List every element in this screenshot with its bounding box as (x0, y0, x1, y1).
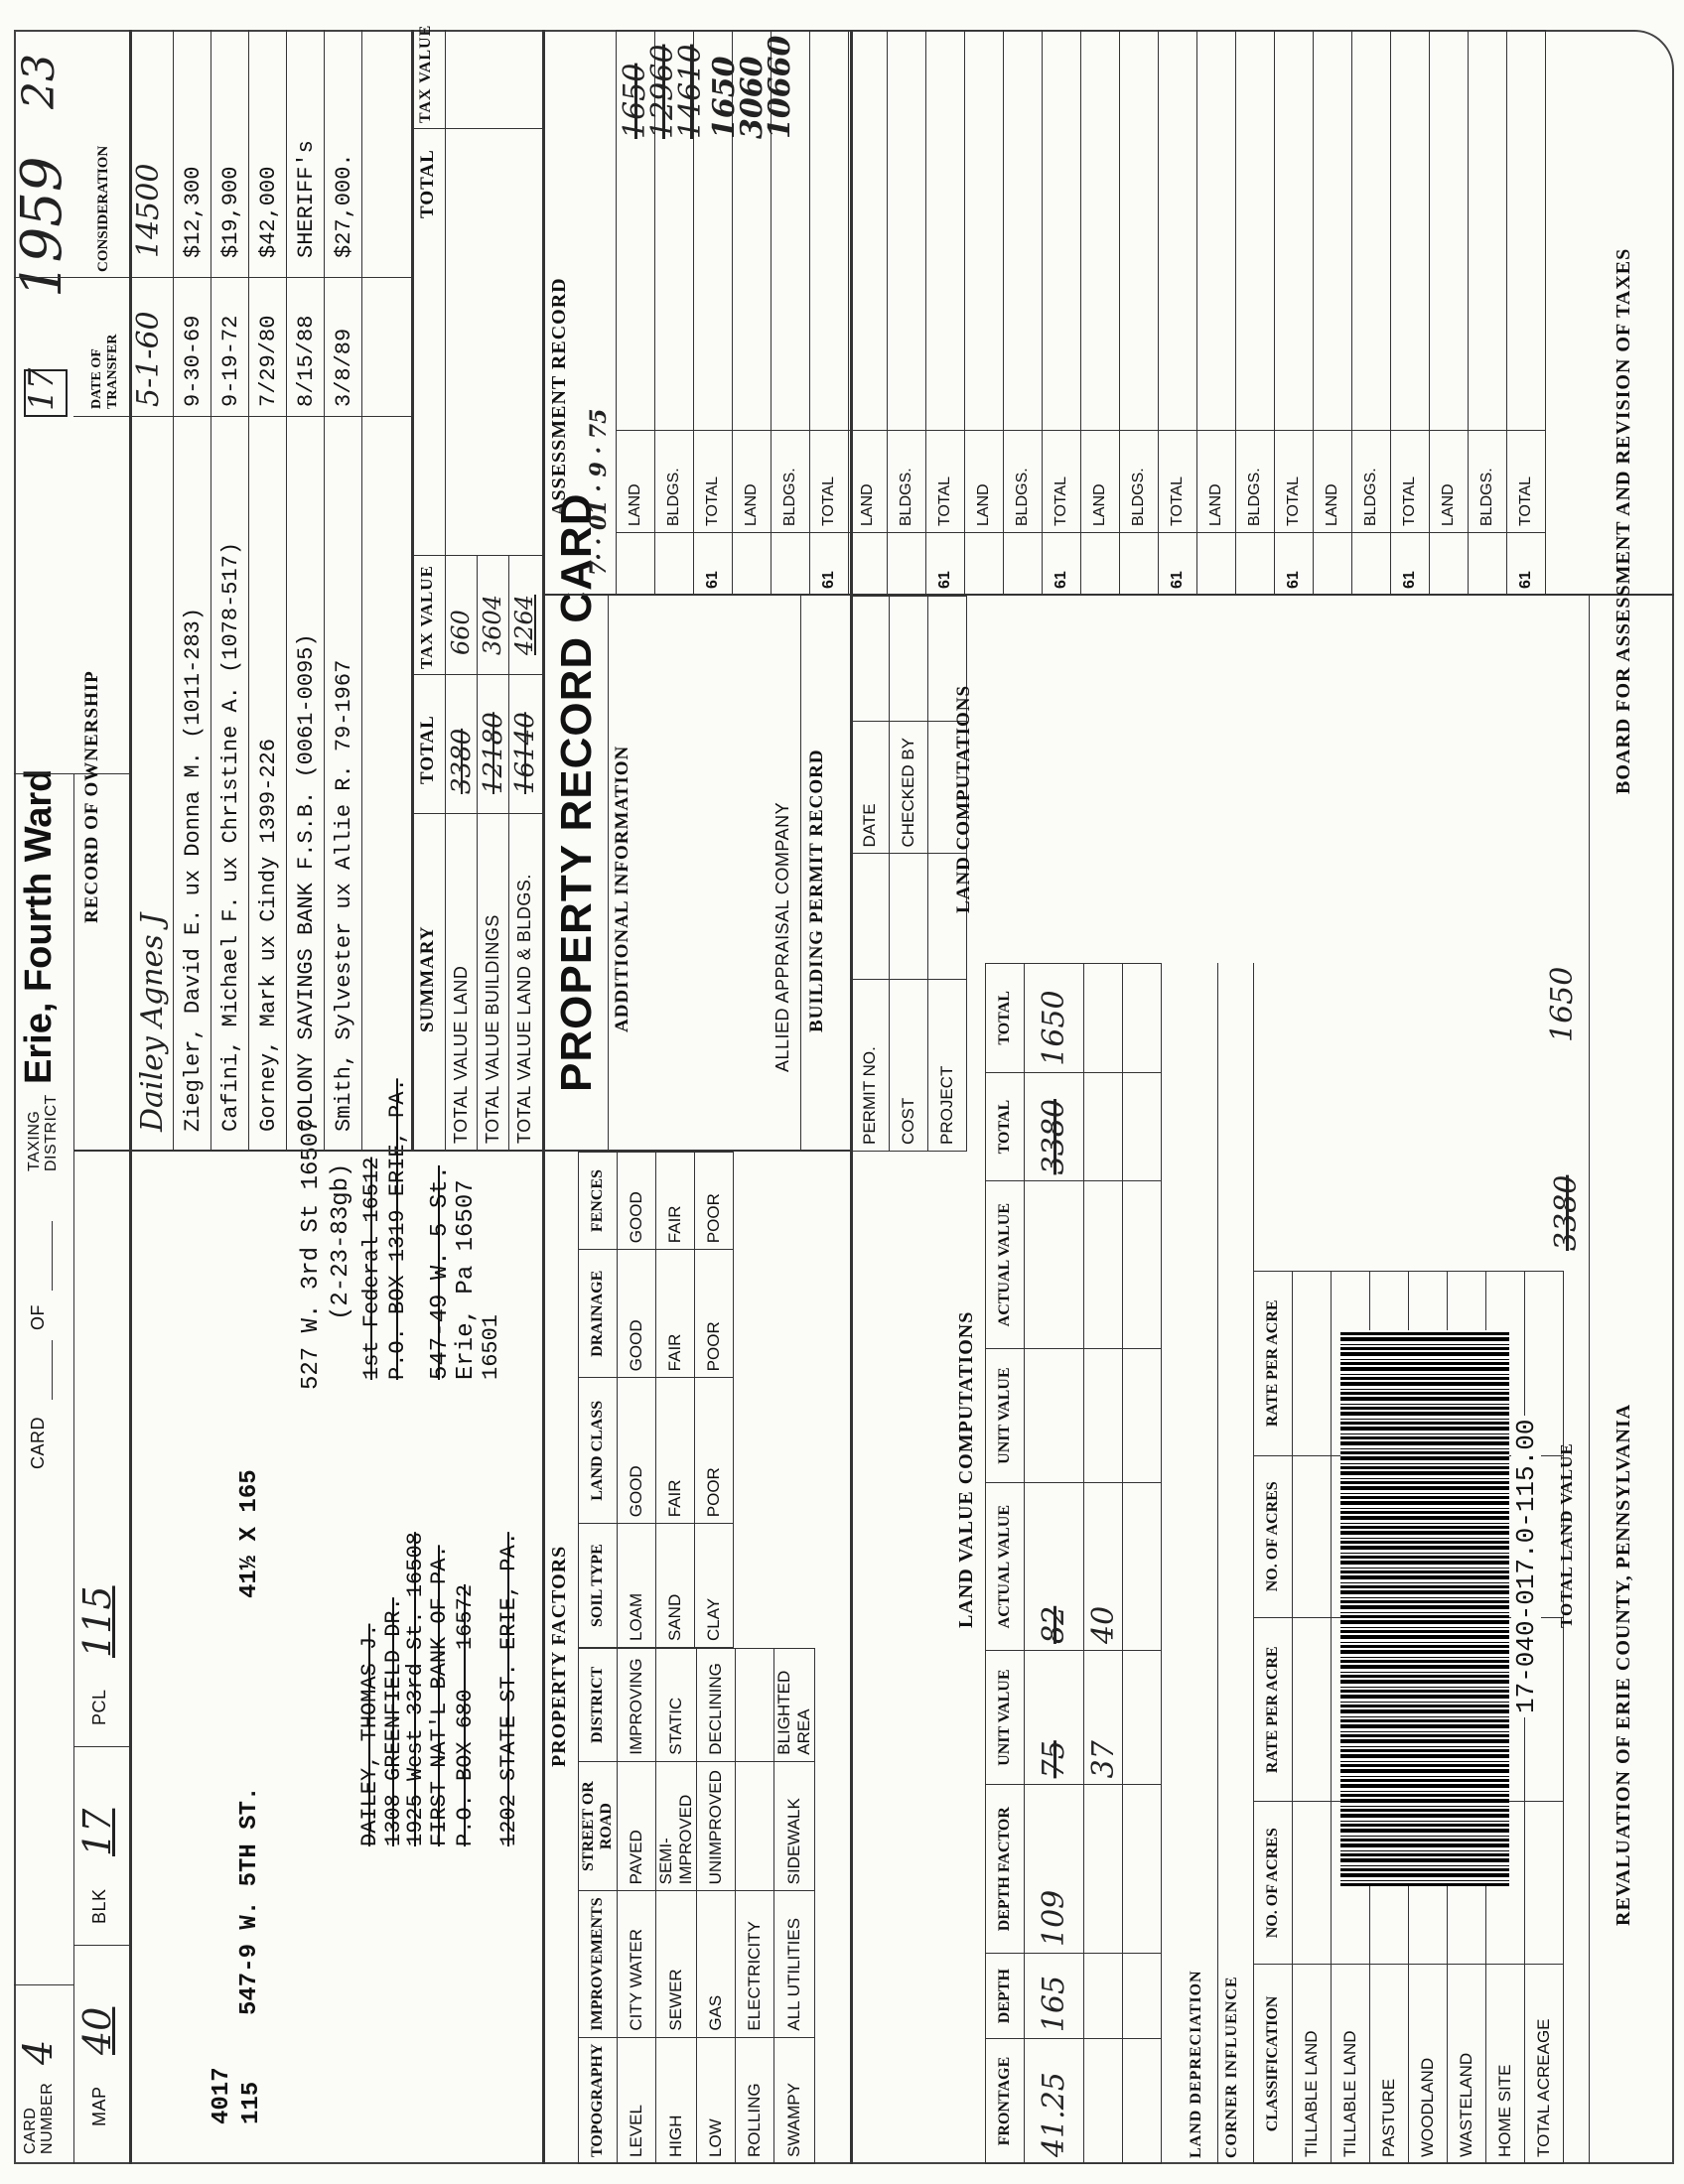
acre-header: RATE PER ACRE (1254, 1618, 1293, 1803)
additional-info-title: ADDITIONAL INFORMATION (612, 745, 632, 1032)
factor-cell: BLIGHTED AREA (774, 1649, 815, 1762)
assessment-label: LAND (733, 431, 772, 533)
land-cell: 40 (1084, 1483, 1123, 1651)
factor-cell: CLAY (695, 1524, 734, 1648)
permit-table (850, 596, 967, 1152)
card-number-label: CARD NUMBER (22, 2082, 56, 2154)
land-header: FRONTAGE (986, 2039, 1025, 2164)
address-2-zip: 16501 (479, 1313, 503, 1380)
assessment-label: TOTAL (1275, 431, 1314, 533)
factor-cell: POOR (695, 1378, 734, 1524)
factor-cell: LOW (697, 2037, 736, 2163)
address-2-city: Erie, Pa 16507 (453, 1179, 480, 1380)
transfer-date: 5-1-60 (131, 311, 166, 407)
land-header: ACTUAL VALUE (986, 1483, 1025, 1651)
assessment-label: BLDGS. (655, 431, 694, 533)
summary-row-label: TOTAL VALUE LAND & BLDGS. (514, 874, 534, 1144)
transfer-date: 3/8/89 (332, 328, 356, 407)
assessment-label: TOTAL (1043, 431, 1081, 533)
year-handwritten: 1959 (10, 156, 74, 298)
summary-total-header-2: TOTAL (417, 149, 438, 218)
summary-row-label: TOTAL VALUE BUILDINGS (483, 914, 502, 1144)
summary-total-value: 3380 (447, 728, 477, 794)
parcel-barcode (1340, 1330, 1509, 1886)
factor-cell: STATIC (656, 1649, 697, 1762)
old-owner-line: 1925 West 33rd St. 16508 (403, 1532, 428, 1846)
factor-cell: SAND (656, 1524, 695, 1648)
land-header: TOTAL (986, 964, 1025, 1073)
assessment-label: TOTAL (1159, 431, 1197, 533)
summary-tax-value: 660 (447, 610, 475, 655)
footer-right: BOARD FOR ASSESSMENT AND REVISION OF TAXES (1613, 247, 1634, 794)
factor-cell: FAIR (656, 1250, 695, 1378)
consideration-value: SHERIFF's (294, 140, 319, 258)
land-header: DEPTH FACTOR (986, 1785, 1025, 1954)
of-label: OF (28, 1304, 48, 1330)
factor-header: LAND CLASS (579, 1378, 618, 1524)
map-label: MAP (89, 2086, 109, 2126)
summary-total-value: 16140 (510, 712, 540, 794)
old-owner-line: 1308 GREENFIELD DR. (381, 1597, 406, 1846)
acre-class: TOTAL ACREAGE (1525, 1964, 1564, 2163)
factor-header: SOIL TYPE (579, 1524, 618, 1648)
assessment-label: LAND (1197, 431, 1236, 533)
card-title: PROPERTY RECORD CARD (552, 492, 601, 1092)
map-value: 40 (75, 2006, 119, 2055)
old-address-line: 1st Federal 16512 (359, 1157, 384, 1380)
assessment-label: TOTAL (810, 431, 849, 533)
property-id-line2: 115 (238, 2081, 265, 2124)
transfer-date: 9-19-72 (218, 315, 243, 407)
assessment-label: TOTAL (694, 431, 733, 533)
taxing-district-value: Erie, Fourth Ward (18, 768, 60, 1084)
factor-cell: DECLINING (697, 1649, 736, 1762)
factor-cell: GOOD (618, 1378, 656, 1524)
total-land-value-label: TOTAL LAND VALUE (1557, 1442, 1576, 1628)
consideration-value: $19,900 (218, 166, 243, 258)
factor-cell: POOR (695, 1153, 734, 1250)
acre-class: HOME SITE (1486, 1964, 1525, 2163)
corner-number: 23 (14, 54, 65, 109)
land-side-title: LAND COMPUTATIONS (953, 684, 974, 913)
acre-header: NO. OF ACRES (1254, 1802, 1293, 1964)
assessment-year: 61 (1275, 533, 1314, 596)
factor-cell: FAIR (656, 1153, 695, 1250)
old-address-line: P.O. BOX 1319 ERIE, PA. (385, 1078, 410, 1380)
assessment-year: 61 (926, 533, 965, 596)
factor-header: TOPOGRAPHY (579, 2037, 618, 2163)
land-header: DEPTH (986, 1954, 1025, 2039)
factor-cell: SIDEWALK (774, 1761, 815, 1891)
factor-header: DISTRICT (579, 1649, 618, 1762)
assessment-label: BLDGS. (772, 431, 810, 533)
property-factors-table (578, 1648, 815, 2164)
assessment-year: 61 (1043, 533, 1081, 596)
boxed-number-value: 17 (22, 367, 62, 411)
assessment-label: LAND (1430, 431, 1469, 533)
parcel-barcode-text: 17-040-017.0-115.00 (1511, 1416, 1541, 1717)
summary-tax-value: 4264 (510, 594, 538, 655)
land-depreciation-label: LAND DEPRECIATION (1188, 1970, 1204, 2158)
factor-cell: GOOD (618, 1250, 656, 1378)
permit-label: CHECKED BY (890, 722, 928, 854)
permit-label: DATE (851, 722, 890, 854)
pcl-value: 115 (75, 1585, 119, 1658)
transfer-date: 7/29/80 (256, 315, 281, 407)
permit-label: PROJECT (928, 980, 967, 1152)
assessment-label: BLDGS. (1469, 431, 1507, 533)
consideration-header: CONSIDERATION (95, 145, 111, 272)
factor-header: DRAINAGE (579, 1250, 618, 1378)
owner-name: Dailey Agnes J (135, 912, 170, 1132)
consideration-value: 14500 (131, 163, 166, 258)
assessment-label: LAND (965, 431, 1004, 533)
land-cell: 41.25 (1025, 2039, 1084, 2164)
blk-label: BLK (89, 1888, 109, 1924)
assessment-value: 12960 (645, 44, 680, 139)
consideration-value: $12,300 (181, 166, 206, 258)
owner-name: Ziegler, David E. ux Donna M. (1011-283) (181, 607, 206, 1132)
total-land-value: 3380 (1549, 1174, 1584, 1251)
land-cell: 82 (1025, 1483, 1084, 1651)
land-cell: 109 (1025, 1785, 1084, 1954)
assessment-label: LAND (1081, 431, 1120, 533)
factor-cell (736, 1761, 774, 1891)
assessment-label: BLDGS. (1236, 431, 1275, 533)
factor-cell: ROLLING (736, 2037, 774, 2163)
assessment-year: 61 (694, 533, 733, 596)
property-dimensions: 41½ X 165 (236, 1469, 263, 1598)
land-header: UNIT VALUE (986, 1650, 1025, 1784)
old-owner-line: P.O. BOX 680 - 16572 (453, 1583, 478, 1846)
mailing-address-current: 527 W. 3rd St 16507 (298, 1118, 325, 1390)
land-title: LAND VALUE COMPUTATIONS (955, 1310, 977, 1628)
factor-cell: CITY WATER (618, 1891, 656, 2037)
factor-cell: SWAMPY (774, 2037, 815, 2163)
address-2-struck: 547-49 W. 5 St. (427, 1164, 454, 1380)
summary-title: SUMMARY (417, 925, 438, 1032)
owner-name: Gorney, Mark ux Cindy 1399-226 (256, 738, 281, 1132)
assessment-value: 14610 (673, 44, 708, 139)
factor-cell: LEVEL (618, 2037, 656, 2163)
assessment-year: 61 (810, 533, 849, 596)
blk-value: 17 (75, 1808, 119, 1856)
factor-cell: ALL UTILITIES (774, 1891, 815, 2037)
acre-header: NO. OF ACRES (1254, 1455, 1293, 1617)
old-owner-line: FIRST NAT'L BANK OF PA. (427, 1545, 452, 1846)
land-table (985, 963, 1162, 2164)
summary-tax-header-2: TAX VALUE (417, 24, 434, 123)
factor-header: IMPROVEMENTS (579, 1891, 618, 2037)
factor-header: STREET OR ROAD (579, 1761, 618, 1891)
permit-label: PERMIT NO. (851, 980, 890, 1152)
acre-class: TILLABLE LAND (1293, 1964, 1332, 2163)
acre-class: WOODLAND (1409, 1964, 1448, 2163)
owner-name: Smith, Sylvester ux Allie R. 79-1967 (332, 659, 356, 1132)
assessment-value-2: 10660 (763, 35, 797, 139)
property-address: 547-9 W. 5TH ST. (236, 1786, 263, 2015)
assessment-label: BLDGS. (1120, 431, 1159, 533)
land-cell: 37 (1084, 1650, 1123, 1784)
factor-cell: LOAM (618, 1524, 656, 1648)
old-owner-line: DAILEY, THOMAS J. (357, 1623, 382, 1846)
land-cell: 1650 (1025, 964, 1084, 1073)
transfer-date: 8/15/88 (294, 315, 319, 407)
assessment-label: TOTAL (1507, 431, 1546, 533)
assessment-value-2: 3060 (735, 56, 770, 139)
owner-name: COLONY SAVINGS BANK F.S.B. (0061-0095) (294, 633, 319, 1132)
card-number-value: 4 (16, 2039, 62, 2065)
acre-header: CLASSIFICATION (1254, 1964, 1293, 2163)
assessment-year-stamp: 7· · 01 · 9 · 75 (586, 408, 612, 576)
land-cell: 3380 (1025, 1072, 1084, 1181)
summary-total-header: TOTAL (417, 715, 438, 784)
assessment-value: 1650 (618, 63, 652, 139)
assessment-label: LAND (617, 431, 655, 533)
assessment-label: BLDGS. (888, 431, 926, 533)
corner-influence-label: CORNER INFLUENCE (1223, 1976, 1240, 2158)
factor-cell: GAS (697, 1891, 736, 2037)
property-factors-table-2 (578, 1152, 734, 1648)
factor-cell: GOOD (618, 1153, 656, 1250)
factor-cell: SEMI-IMPROVED (656, 1761, 697, 1891)
assessment-year: 61 (1159, 533, 1197, 596)
factor-cell: UNIMPROVED (697, 1761, 736, 1891)
appraiser-name: ALLIED APPRAISAL COMPANY (772, 801, 792, 1072)
date-transfer-header: DATE OF TRANSFER (89, 334, 120, 409)
factor-cell: ELECTRICITY (736, 1891, 774, 2037)
assessment-label: BLDGS. (1352, 431, 1391, 533)
assessment-title: ASSESSMENT RECORD (548, 277, 570, 516)
factor-cell (736, 1649, 774, 1762)
card-label: CARD (28, 1416, 48, 1469)
footer-left: REVALUATION OF ERIE COUNTY, PENNSYLVANIA (1613, 1403, 1634, 1926)
permit-label: COST (890, 980, 928, 1152)
consideration-value: $42,000 (256, 166, 281, 258)
acre-class: WASTELAND (1448, 1964, 1486, 2163)
property-id-line1: 4017 (209, 2067, 235, 2124)
factor-cell: PAVED (618, 1761, 656, 1891)
assessment-label: TOTAL (1391, 431, 1430, 533)
transfer-date: 9-30-69 (181, 315, 206, 407)
summary-total-value: 12180 (479, 712, 508, 794)
assessment-year: 61 (1507, 533, 1546, 596)
land-header: ACTUAL VALUE (986, 1181, 1025, 1349)
factor-header: FENCES (579, 1153, 618, 1250)
permit-title: BUILDING PERMIT RECORD (806, 749, 827, 1032)
factor-cell: IMPROVING (618, 1649, 656, 1762)
property-factors-title: PROPERTY FACTORS (548, 1545, 570, 1767)
factor-cell: HIGH (656, 2037, 697, 2163)
mailing-address-date: (2-23-83gb) (328, 1162, 354, 1320)
acre-class: PASTURE (1370, 1964, 1409, 2163)
summary-tax-value: 3604 (479, 594, 506, 655)
assessment-label: LAND (1314, 431, 1352, 533)
assessment-label: TOTAL (926, 431, 965, 533)
summary-row-label: TOTAL VALUE LAND (451, 965, 471, 1144)
land-header: UNIT VALUE (986, 1348, 1025, 1482)
land-cell: 75 (1025, 1650, 1084, 1784)
consideration-value: $27,000. (332, 153, 356, 258)
assessment-label: BLDGS. (1004, 431, 1043, 533)
land-cell: 165 (1025, 1954, 1084, 2039)
land-header: TOTAL (986, 1072, 1025, 1181)
assessment-year: 61 (1391, 533, 1430, 596)
pcl-label: PCL (89, 1689, 109, 1725)
factor-cell: FAIR (656, 1378, 695, 1524)
factor-cell: POOR (695, 1250, 734, 1378)
total-land-value: 1650 (1545, 966, 1580, 1042)
old-owner-line: 1202 STATE ST. ERIE, PA. (496, 1532, 521, 1846)
ownership-title: RECORD OF OWNERSHIP (81, 670, 102, 923)
acre-header: RATE PER ACRE (1254, 1272, 1293, 1456)
acre-class: TILLABLE LAND (1332, 1964, 1370, 2163)
summary-tax-header: TAX VALUE (417, 565, 436, 669)
taxing-district-label: TAXING DISTRICT (26, 1094, 60, 1171)
assessment-label: LAND (849, 431, 888, 533)
factor-cell: SEWER (656, 1891, 697, 2037)
assessment-value-2: 1650 (707, 56, 742, 139)
owner-name: Cafini, Michael F. ux Christine A. (1078-517) (218, 541, 243, 1132)
